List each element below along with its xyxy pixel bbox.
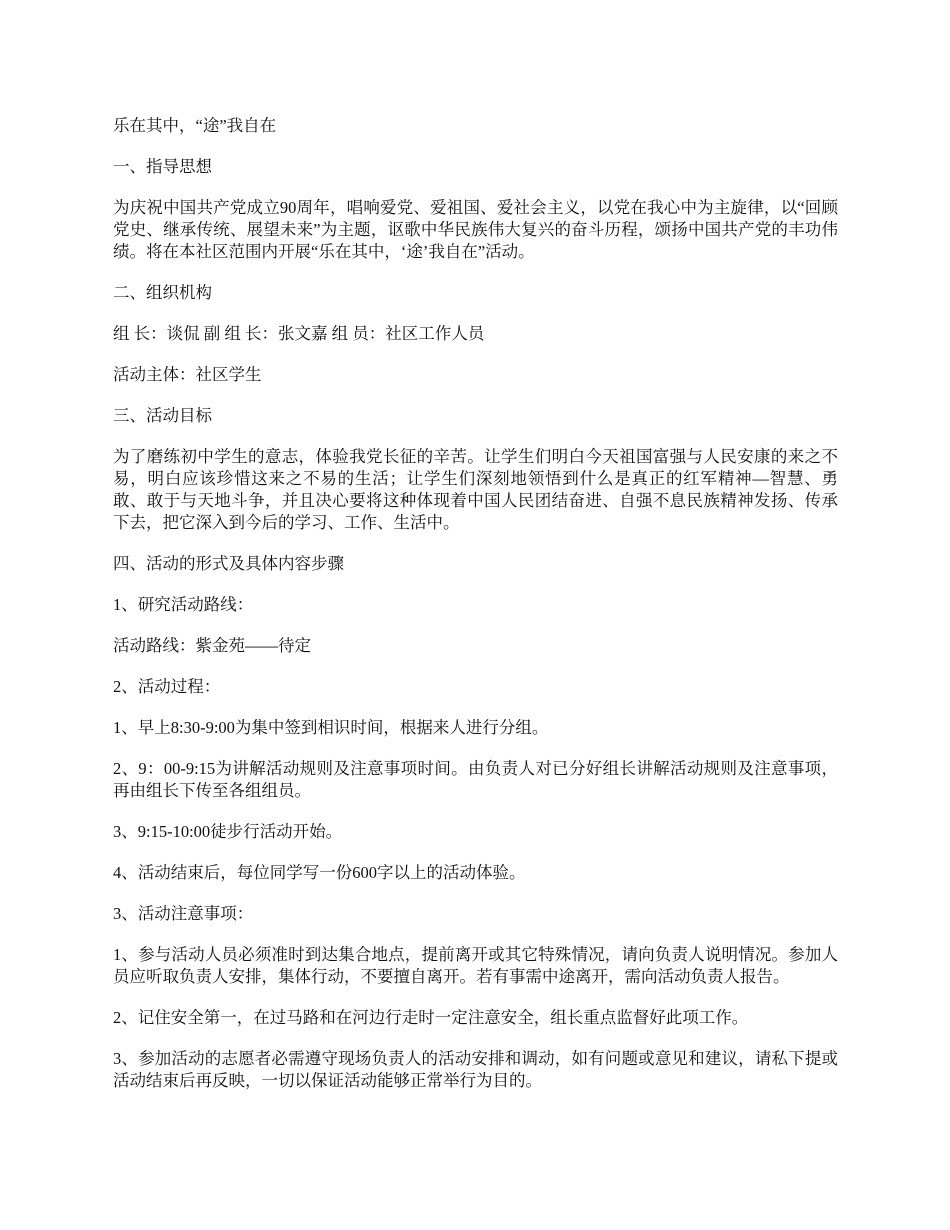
section-heading-guiding-ideology: 一、指导思想 [113,157,212,176]
list-item-precaution-1: 1、参与活动人员必须准时到达集合地点，提前离开或其它特殊情况，请向负责人说明情况。参加人员应听取负责人安排，集体行动，不要擅自离开。若有事需中途离开，需向活动负责人报告。 [113,945,838,986]
subheading-precautions: 3、活动注意事项： [113,904,254,923]
subheading-route-research: 1、研究活动路线： [113,595,254,614]
document-body [113,115,838,1111]
list-item-process-1: 1、早上8:30-9:00为集中签到相识时间，根据来人进行分组。 [113,718,549,737]
list-item-process-2: 2、9：00-9:15为讲解活动规则及注意事项时间。由负责人对已分好组长讲解活动规则及注意事项，再由组长下传至各组组员。 [113,759,838,800]
paragraph-activity-goal: 为了磨练初中学生的意志，体验我党长征的辛苦。让学生们明白今天祖国富强与人民安康的来之不易，明白应该珍惜这来之不易的生活；让学生们深刻地领悟到什么是真正的红军精神—智慧、勇敢、敢于与天地斗争，并且决心要将这种体现着中国人民团结奋进、自强不息民族精神发扬、传承下去，把它深入到今后的学习、工作、生活中。 [113,447,838,532]
paragraph-guiding-ideology: 为庆祝中国共产党成立90周年，唱响爱党、爱祖国、爱社会主义，以党在我心中为主旋律，以“回顾党史、继承传统、展望未来”为主题，讴歌中华民族伟大复兴的奋斗历程，颂扬中国共产党的丰功伟绩。将在本社区范围内开展“乐在其中，‘途’我自在”活动。 [113,198,838,261]
subheading-activity-process: 2、活动过程： [113,677,221,696]
list-item-precaution-3: 3、参加活动的志愿者必需遵守现场负责人的活动安排和调动，如有问题或意见和建议，请私下提或活动结束后再反映，一切以保证活动能够正常举行为目的。 [113,1049,838,1090]
paragraph-route: 活动路线：紫金苑——待定 [113,636,311,655]
document-title: 乐在其中，“途”我自在 [113,116,277,135]
list-item-process-3: 3、9:15-10:00徒步行活动开始。 [113,822,343,841]
section-heading-organization: 二、组织机构 [113,283,212,302]
paragraph-activity-subject: 活动主体：社区学生 [113,365,262,384]
section-heading-activity-form: 四、活动的形式及具体内容步骤 [113,554,344,573]
paragraph-organization-members: 组 长：谈侃 副 组 长：张文嘉 组 员：社区工作人员 [113,324,485,343]
section-heading-activity-goal: 三、活动目标 [113,406,212,425]
list-item-process-4: 4、活动结束后，每位同学写一份600字以上的活动体验。 [113,863,526,882]
list-item-precaution-2: 2、记住安全第一，在过马路和在河边行走时一定注意安全，组长重点监督好此项工作。 [113,1008,749,1027]
